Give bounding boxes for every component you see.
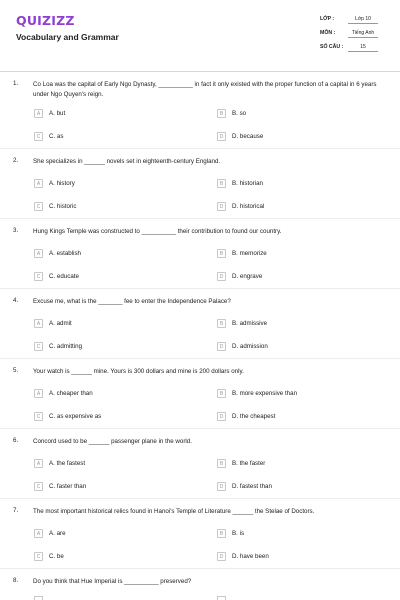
question-number: 3. xyxy=(13,227,19,234)
option-text: C. historic xyxy=(49,203,77,210)
option-letter-box: B xyxy=(217,249,226,258)
question-separator xyxy=(0,288,400,289)
question-text: Co Loa was the capital of Early Ngo Dynasty, __________ in fact it only existed with the proper function of a capital in 6 years under Ngo Quyen's reign. xyxy=(33,81,377,98)
option-letter-box: D xyxy=(217,272,226,281)
question-separator xyxy=(0,568,400,569)
option-text: B. admissive xyxy=(232,320,268,327)
question-text: Concord used to be ______ passenger plane in the world. xyxy=(33,438,192,445)
option-text: A. but xyxy=(49,110,66,117)
worksheet-header xyxy=(0,0,400,70)
option-text: A. the fastest xyxy=(49,460,86,467)
option-text: C. be xyxy=(49,553,64,560)
question-number: 2. xyxy=(13,157,19,164)
meta-subject xyxy=(320,30,378,38)
option-text: D. have been xyxy=(232,553,269,560)
option-a-stub xyxy=(34,596,43,600)
option-text: D. admission xyxy=(232,343,268,350)
option-letter-box: D xyxy=(217,132,226,141)
option-letter-box: B xyxy=(217,529,226,538)
option-letter-box: B xyxy=(217,179,226,188)
question-number: 5. xyxy=(13,367,19,374)
option-text: D. historical xyxy=(232,203,265,210)
meta-subject-label: MÔN : xyxy=(320,30,336,36)
option-b-stub xyxy=(217,596,226,600)
option-letter-box: A xyxy=(34,249,43,258)
option-letter-box: B xyxy=(217,459,226,468)
option-letter-box: B xyxy=(217,319,226,328)
quizizz-logo: QUIZIZZ xyxy=(16,13,75,28)
header-divider xyxy=(0,71,400,72)
option-text: B. so xyxy=(232,110,247,117)
option-letter-box: B xyxy=(217,109,226,118)
option-text: D. engrave xyxy=(232,273,263,280)
question-text: Excuse me, what is the _______ fee to enter the Independence Palace? xyxy=(33,298,231,305)
option-letter-box: C xyxy=(34,202,43,211)
option-letter-box: A xyxy=(34,529,43,538)
meta-subject-value: Tiếng Anh xyxy=(348,30,378,38)
question-separator xyxy=(0,358,400,359)
worksheet-title: Vocabulary and Grammar xyxy=(16,32,119,42)
question-separator xyxy=(0,498,400,499)
question-number: 8. xyxy=(13,577,19,584)
question-number: 7. xyxy=(13,507,19,514)
option-text: C. faster than xyxy=(49,483,87,490)
option-text: B. historian xyxy=(232,180,263,187)
option-text: A. admit xyxy=(49,320,72,327)
option-letter-box: A xyxy=(34,179,43,188)
option-text: C. as expensive as xyxy=(49,413,102,420)
option-text: A. cheaper than xyxy=(49,390,93,397)
question-text: Do you think that Hue Imperial is __________ preserved? xyxy=(33,578,192,585)
option-text: C. educate xyxy=(49,273,79,280)
question-number: 1. xyxy=(13,80,19,87)
option-text: D. the cheapest xyxy=(232,413,276,420)
option-text: C. admitting xyxy=(49,343,83,350)
option-text: A. establish xyxy=(49,250,81,257)
question-text: She specializes in ______ novels set in eighteenth-century England. xyxy=(33,158,221,165)
meta-class-value: Lớp 10 xyxy=(348,16,378,24)
option-text: D. because xyxy=(232,133,264,140)
option-letter-box: A xyxy=(34,319,43,328)
option-text: B. is xyxy=(232,530,245,537)
option-text: B. more expensive than xyxy=(232,390,298,397)
option-letter-box: C xyxy=(34,272,43,281)
meta-class-label: LỚP : xyxy=(320,16,335,22)
option-text: A. are xyxy=(49,530,66,537)
option-text: A. history xyxy=(49,180,75,187)
meta-question-count xyxy=(320,44,378,52)
option-letter-box: D xyxy=(217,342,226,351)
option-letter-box: B xyxy=(217,389,226,398)
option-letter-box: A xyxy=(34,459,43,468)
option-letter-box: A xyxy=(34,389,43,398)
option-letter-box: C xyxy=(34,342,43,351)
option-text: C. as xyxy=(49,133,64,140)
option-text: B. the faster xyxy=(232,460,266,467)
option-letter-box: C xyxy=(34,482,43,491)
question-separator xyxy=(0,148,400,149)
option-letter-box: D xyxy=(217,202,226,211)
option-text: D. fastest than xyxy=(232,483,272,490)
option-letter-box: C xyxy=(34,412,43,421)
meta-class xyxy=(320,16,378,24)
option-letter-box: A xyxy=(34,109,43,118)
option-letter-box: D xyxy=(217,412,226,421)
option-text: B. memorize xyxy=(232,250,267,257)
question-number: 4. xyxy=(13,297,19,304)
option-letter-box: D xyxy=(217,552,226,561)
question-text: Your watch is ______ mine. Yours is 300 dollars and mine is 200 dollars only. xyxy=(33,368,244,375)
meta-count-label: SỐ CÂU : xyxy=(320,44,344,50)
option-letter-box: D xyxy=(217,482,226,491)
question-number: 6. xyxy=(13,437,19,444)
option-letter-box: C xyxy=(34,132,43,141)
meta-count-value: 15 xyxy=(348,44,378,52)
question-separator xyxy=(0,428,400,429)
question-text: The most important historical relics found in Hanoi's Temple of Literature ______ the Stelae of Doctors. xyxy=(33,508,315,515)
question-separator xyxy=(0,218,400,219)
question-text: Hung Kings Temple was constructed to __________ their contribution to found our country. xyxy=(33,228,282,235)
option-letter-box: C xyxy=(34,552,43,561)
